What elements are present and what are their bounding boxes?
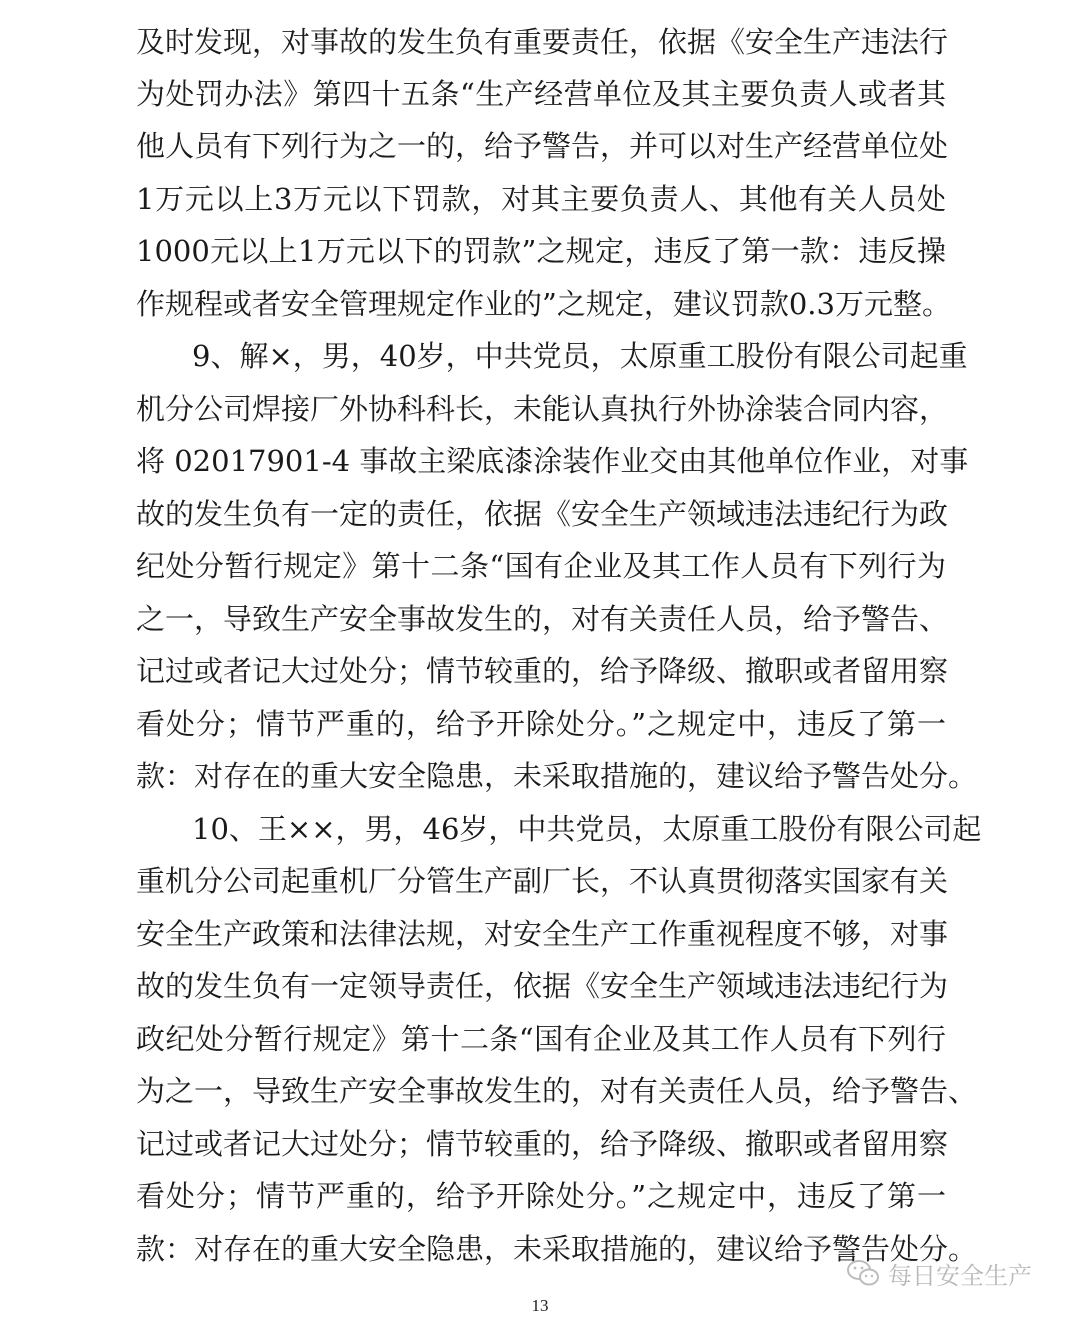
paragraph-9-start: 9、解×，男，40岁，中共党员，太原重工股份有限公司起重	[192, 339, 968, 373]
text-line: 记过或者记大过处分；情节较重的，给予降级、撤职或者留用察	[136, 654, 949, 688]
text-line: 将 02017901-4 事故主梁底漆涂装作业交由其他单位作业，对事	[136, 444, 969, 478]
text-line: 1万元以上3万元以下罚款，对其主要负责人、其他有关人员处	[136, 182, 946, 216]
watermark-label: 每日安全生产	[888, 1261, 1032, 1290]
text-line: 他人员有下列行为之一的，给予警告，并可以对生产经营单位处	[136, 129, 949, 163]
text-line: 款：对存在的重大安全隐患，未采取措施的，建议给予警告处分。	[136, 1232, 978, 1266]
watermark	[846, 1255, 1032, 1291]
text-line: 为之一，导致生产安全事故发生的，对有关责任人员，给予警告、	[136, 1074, 978, 1108]
text-line: 作规程或者安全管理规定作业的”之规定，建议罚款0.3万元整。	[136, 287, 951, 321]
text-line: 1000元以上1万元以下的罚款”之规定，违反了第一款：违反操	[136, 234, 946, 268]
page-number: 13	[531, 1296, 549, 1315]
text-line: 安全生产政策和法律法规，对安全生产工作重视程度不够，对事	[136, 917, 949, 951]
text-line: 之一，导致生产安全事故发生的，对有关责任人员，给予警告、	[136, 602, 949, 636]
text-line: 看处分；情节严重的，给予开除处分。”之规定中，违反了第一	[136, 1179, 946, 1213]
wechat-icon	[846, 1258, 880, 1288]
text-line: 机分公司焊接厂外协科科长，未能认真执行外协涂装合同内容，	[136, 392, 949, 426]
text-line: 纪处分暂行规定》第十二条“国有企业及其工作人员有下列行为	[136, 549, 946, 583]
text-line: 记过或者记大过处分；情节较重的，给予降级、撤职或者留用察	[136, 1127, 949, 1161]
text-line: 故的发生负有一定的责任，依据《安全生产领域违法违纪行为政	[136, 497, 949, 531]
text-line: 款：对存在的重大安全隐患，未采取措施的，建议给予警告处分。	[136, 759, 978, 793]
text-line: 为处罚办法》第四十五条“生产经营单位及其主要负责人或者其	[136, 77, 946, 111]
text-line: 看处分；情节严重的，给予开除处分。”之规定中，违反了第一	[136, 707, 946, 741]
body-text	[136, 22, 982, 1266]
text-line: 重机分公司起重机厂分管生产副厂长，不认真贯彻落实国家有关	[136, 864, 949, 898]
text-line: 政纪处分暂行规定》第十二条“国有企业及其工作人员有下列行	[136, 1022, 946, 1056]
paragraph-10-start: 10、王××，男，46岁，中共党员，太原重工股份有限公司起	[192, 812, 982, 846]
text-line: 故的发生负有一定领导责任，依据《安全生产领域违法违纪行为	[136, 969, 949, 1003]
text-line: 及时发现，对事故的发生负有重要责任，依据《安全生产违法行	[136, 25, 949, 59]
